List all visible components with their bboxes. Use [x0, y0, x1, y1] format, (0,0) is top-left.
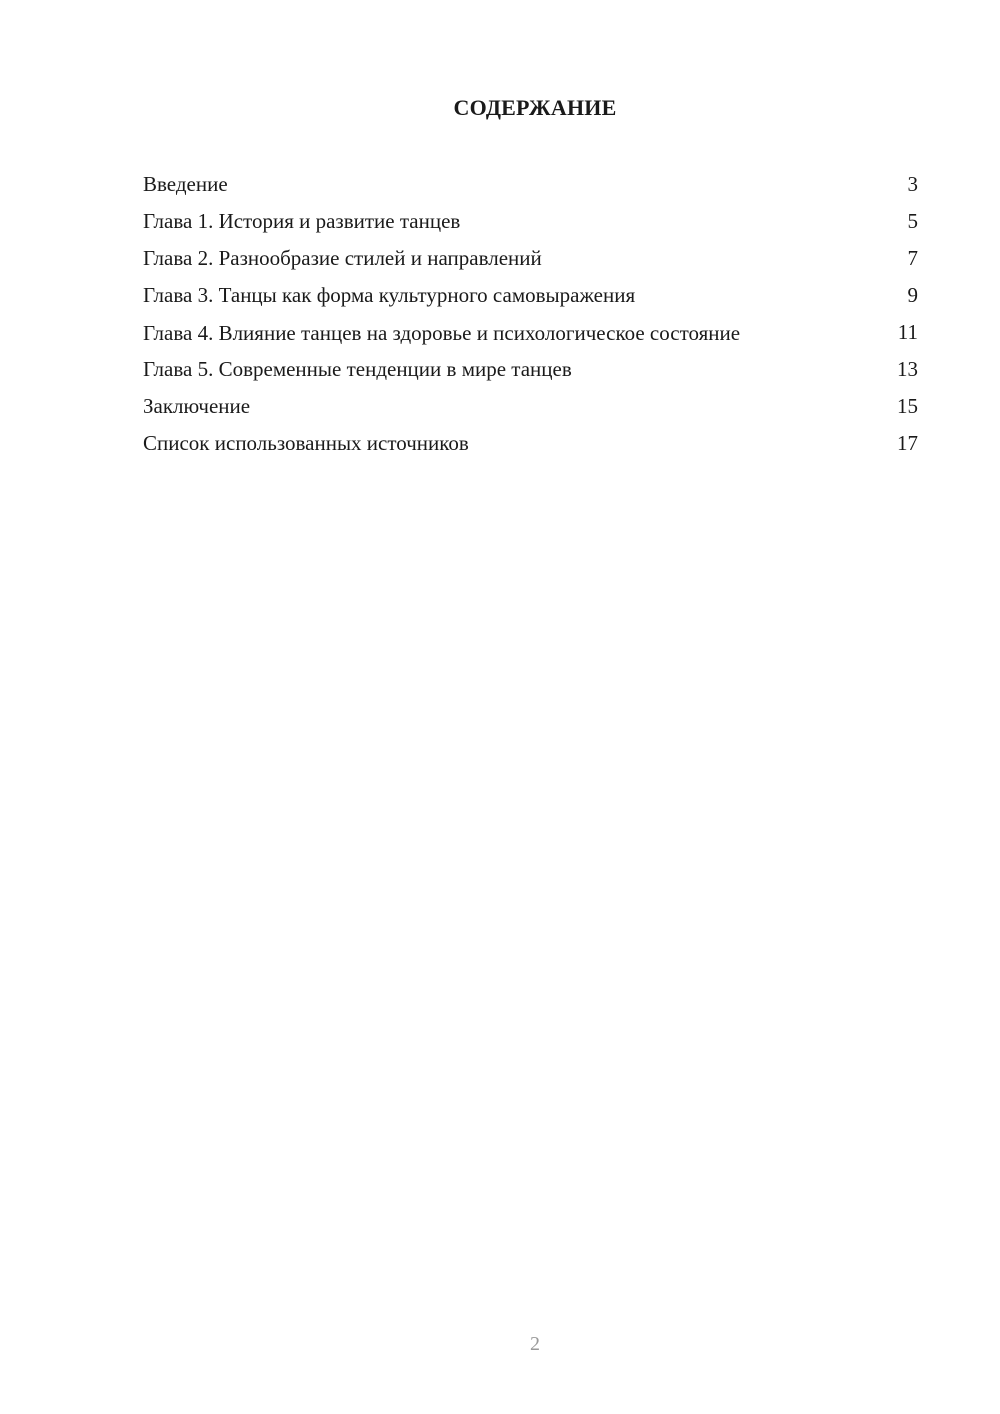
toc-entry [143, 429, 918, 458]
toc-entry-label: Глава 4. Влияние танцев на здоровье и психологическое состояние [143, 321, 741, 345]
toc-entry [143, 170, 918, 199]
toc-entry-label: Список использованных источников [143, 431, 469, 455]
page-number: 2 [530, 1333, 540, 1355]
toc-entry [143, 244, 918, 273]
toc-entry-label: Заключение [143, 394, 251, 418]
toc-entry-page: 9 [907, 283, 918, 307]
toc-entry [143, 318, 918, 347]
toc-entry-label: Глава 2. Разнообразие стилей и направлений [143, 246, 542, 270]
page-title: СОДЕРЖАНИЕ [453, 95, 617, 120]
toc-entry-label: Глава 1. История и развитие танцев [143, 209, 461, 233]
toc-entry [143, 207, 918, 236]
toc-entry [143, 355, 918, 384]
toc-entry-label: Введение [143, 172, 228, 196]
toc-entry-page: 3 [907, 172, 918, 196]
toc-entry-page: 17 [897, 431, 918, 455]
toc-entry-label: Глава 5. Современные тенденции в мире танцев [143, 357, 572, 381]
toc-entry-page: 5 [907, 209, 918, 233]
toc-entry [143, 392, 918, 421]
toc-entry-page: 13 [897, 357, 918, 381]
toc-entry [143, 281, 918, 310]
table-of-contents [143, 170, 918, 466]
toc-entry-page: 11 [897, 320, 918, 344]
toc-entry-label: Глава 3. Танцы как форма культурного самовыражения [143, 283, 636, 307]
toc-entry-page: 7 [907, 246, 918, 270]
toc-entry-page: 15 [897, 394, 918, 418]
